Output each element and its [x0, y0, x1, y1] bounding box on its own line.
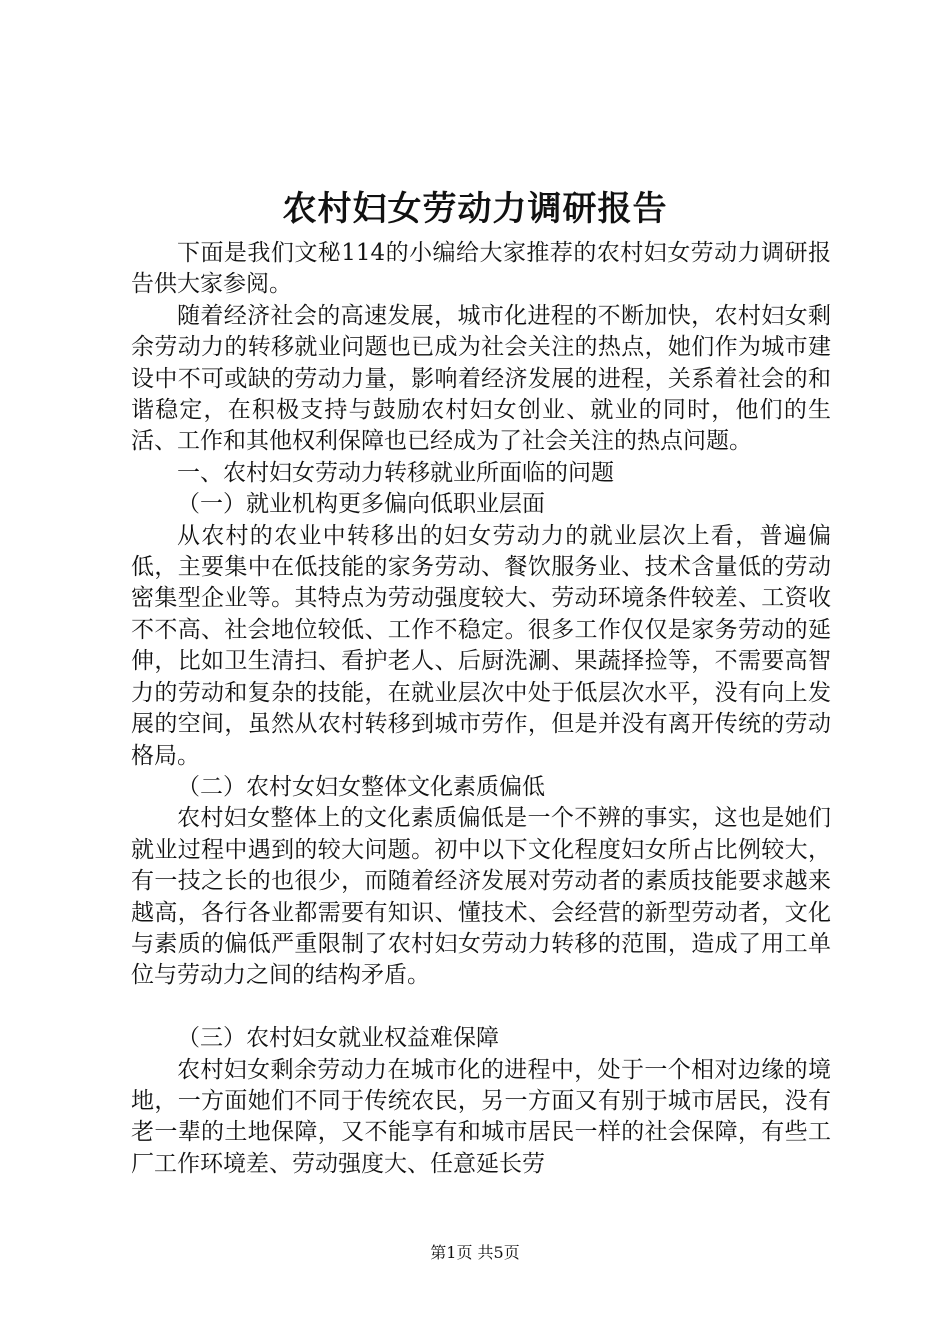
subheading-rights: （三）农村妇女就业权益难保障: [177, 1025, 499, 1052]
paragraph-background: 随着经济社会的高速发展，城市化进程的不断加快，农村妇女剩余劳动力的转移就业问题也已成为社会关注的热点，她们作为城市建设中不可或缺的劳动力量，影响着经济发展的进程，关系着社会的和谐稳定，在积极支持与鼓励农村妇女创业、就业的同时，他们的生活、工作和其他权利保障也已经成为了社会关注的热点问题。: [131, 302, 831, 455]
subheading-employment-level: （一）就业机构更多偏向低职业层面: [177, 491, 545, 518]
blank-line: [131, 992, 831, 1023]
paragraph-intro: 下面是我们文秘114的小编给大家推荐的农村妇女劳动力调研报告供大家参阅。: [131, 240, 831, 298]
document-body: [131, 238, 831, 1180]
paragraph-employment-level: 从农村的农业中转移出的妇女劳动力的就业层次上看，普遍偏低，主要集中在低技能的家务劳动、餐饮服务业、技术含量低的劳动密集型企业等。其特点为劳动强度较大、劳动环境条件较差、工资收不不高、社会地位较低、工作不稳定。很多工作仅仅是家务劳动的延伸，比如卫生清扫、看护老人、后厨洗涮、果蔬择捡等，不需要高智力的劳动和复杂的技能，在就业层次中处于低层次水平，没有向上发展的空间，虽然从农村转移到城市劳作，但是并没有离开传统的劳动格局。: [131, 522, 831, 769]
section-heading-problems: 一、农村妇女劳动力转移就业所面临的问题: [177, 459, 614, 486]
page-number-footer: 第1页 共5页: [430, 1243, 520, 1262]
document-title: 农村妇女劳动力调研报告: [282, 189, 668, 229]
subheading-education: （二）农村女妇女整体文化素质偏低: [177, 773, 545, 800]
paragraph-education: 农村妇女整体上的文化素质偏低是一个不辨的事实，这也是她们就业过程中遇到的较大问题。初中以下文化程度妇女所占比例较大，有一技之长的也很少，而随着经济发展对劳动者的素质技能要求越来越高，各行各业都需要有知识、懂技术、会经营的新型劳动者，文化与素质的偏低严重限制了农村妇女劳动力转移的范围，造成了用工单位与劳动力之间的结构矛盾。: [131, 805, 831, 989]
paragraph-rights: 农村妇女剩余劳动力在城市化的进程中，处于一个相对边缘的境地，一方面她们不同于传统农民，另一方面又有别于城市居民，没有老一辈的土地保障，又不能享有和城市居民一样的社会保障，有些工厂工作环境差、劳动强度大、任意延长劳: [131, 1056, 831, 1177]
